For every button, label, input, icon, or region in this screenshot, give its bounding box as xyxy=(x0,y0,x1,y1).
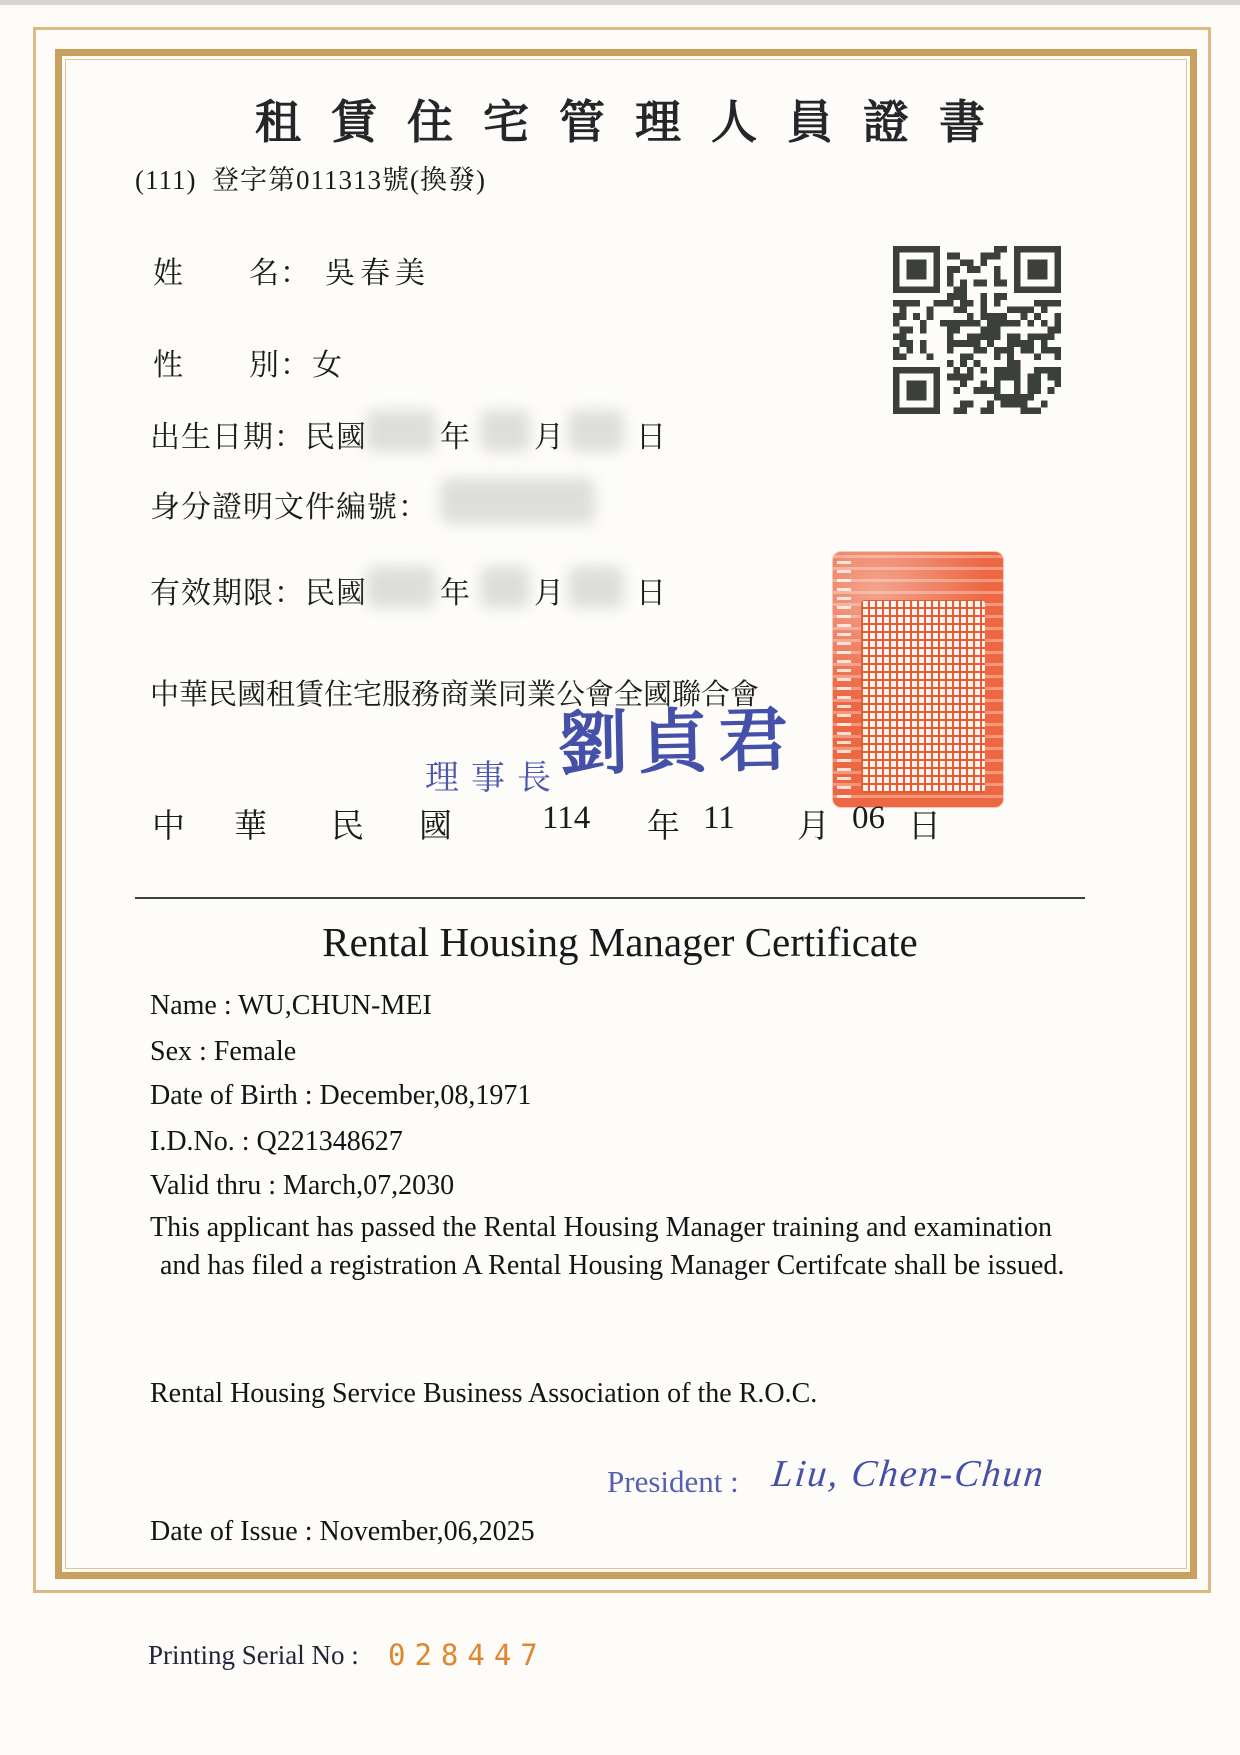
association-seal xyxy=(833,552,1003,807)
birth-line-en: Date of Birth : December,08,1971 xyxy=(150,1080,532,1111)
date-char: 中 xyxy=(152,809,185,845)
id-label-zh: 身分證明文件編號： xyxy=(150,491,429,524)
redacted-birth-month xyxy=(480,410,530,452)
section-divider xyxy=(135,897,1085,899)
scan-edge-artifact xyxy=(0,0,1240,5)
valid-label-zh: 有效期限：民國 xyxy=(150,577,367,610)
birth-label-zh: 出生日期：民國 xyxy=(150,421,367,454)
valid-row-zh xyxy=(0,568,1240,614)
redacted-valid-year xyxy=(366,566,436,608)
month-unit-2: 月 xyxy=(534,577,565,610)
sex-value-zh: 女 xyxy=(312,349,343,382)
redacted-valid-day xyxy=(568,566,624,608)
date-char: 國 xyxy=(419,809,452,845)
redacted-birth-day xyxy=(568,410,624,452)
association-name-en: Rental Housing Service Business Association of the R.O.C. xyxy=(150,1378,818,1409)
certificate-title-zh: 租賃住宅管理人員證書 xyxy=(255,97,1015,148)
registration-number: (111) 登字第011313號(換發) xyxy=(135,165,486,195)
date-char: 華 xyxy=(234,809,267,845)
day-unit-2: 日 xyxy=(636,577,667,610)
valid-line-en: Valid thru : March,07,2030 xyxy=(150,1170,455,1201)
date-day-value: 06 xyxy=(852,800,885,836)
sex-label-2: 別： xyxy=(249,349,311,382)
id-row-zh xyxy=(0,482,1240,528)
name-value-zh: 吳春美 xyxy=(325,257,430,290)
id-line-en: I.D.No. : Q221348627 xyxy=(150,1126,403,1157)
president-title-zh: 理事長 xyxy=(425,760,563,797)
president-signature-zh: 劉貞君 xyxy=(557,702,799,785)
date-month-value: 11 xyxy=(703,800,735,836)
month-unit-1: 月 xyxy=(534,421,565,454)
year-unit-1: 年 xyxy=(440,421,471,454)
year-unit-2: 年 xyxy=(440,577,471,610)
president-label-en: President : xyxy=(607,1464,739,1499)
redacted-id-number xyxy=(440,478,595,524)
printing-serial-label: Printing Serial No : xyxy=(148,1640,359,1670)
date-year-value: 114 xyxy=(542,800,591,836)
date-year-unit: 年 xyxy=(647,809,680,845)
certificate-title-en: Rental Housing Manager Certificate xyxy=(322,919,918,965)
name-label-1: 姓 xyxy=(153,257,184,290)
redacted-valid-month xyxy=(480,566,530,608)
date-day-unit: 日 xyxy=(908,809,941,845)
qr-code xyxy=(893,246,1061,414)
president-signature-en: Liu, Chen-Chun xyxy=(769,1453,1048,1495)
seal-script-area xyxy=(861,600,985,793)
association-name-zh: 中華民國租賃住宅服務商業同業公會全國聯合會 xyxy=(150,679,760,711)
date-month-unit: 月 xyxy=(797,809,830,845)
sex-label-1: 性 xyxy=(153,349,184,382)
sex-line-en: Sex : Female xyxy=(150,1036,297,1067)
name-line-en: Name : WU,CHUN-MEI xyxy=(150,990,432,1021)
statement-line-1: This applicant has passed the Rental Housing Manager training and examination xyxy=(150,1212,1052,1243)
date-char: 民 xyxy=(331,809,364,845)
statement-line-2: and has filed a registration A Rental Housing Manager Certifcate shall be issued. xyxy=(160,1250,1065,1281)
issue-date-line-en: Date of Issue : November,06,2025 xyxy=(150,1516,535,1547)
printing-serial-value: 028447 xyxy=(388,1638,547,1672)
seal-edge-texture xyxy=(837,558,851,798)
day-unit-1: 日 xyxy=(636,421,667,454)
redacted-birth-year xyxy=(366,410,436,452)
birth-row-zh xyxy=(0,412,1240,458)
issue-date-row-zh xyxy=(0,800,1240,844)
name-label-2: 名： xyxy=(249,257,311,290)
